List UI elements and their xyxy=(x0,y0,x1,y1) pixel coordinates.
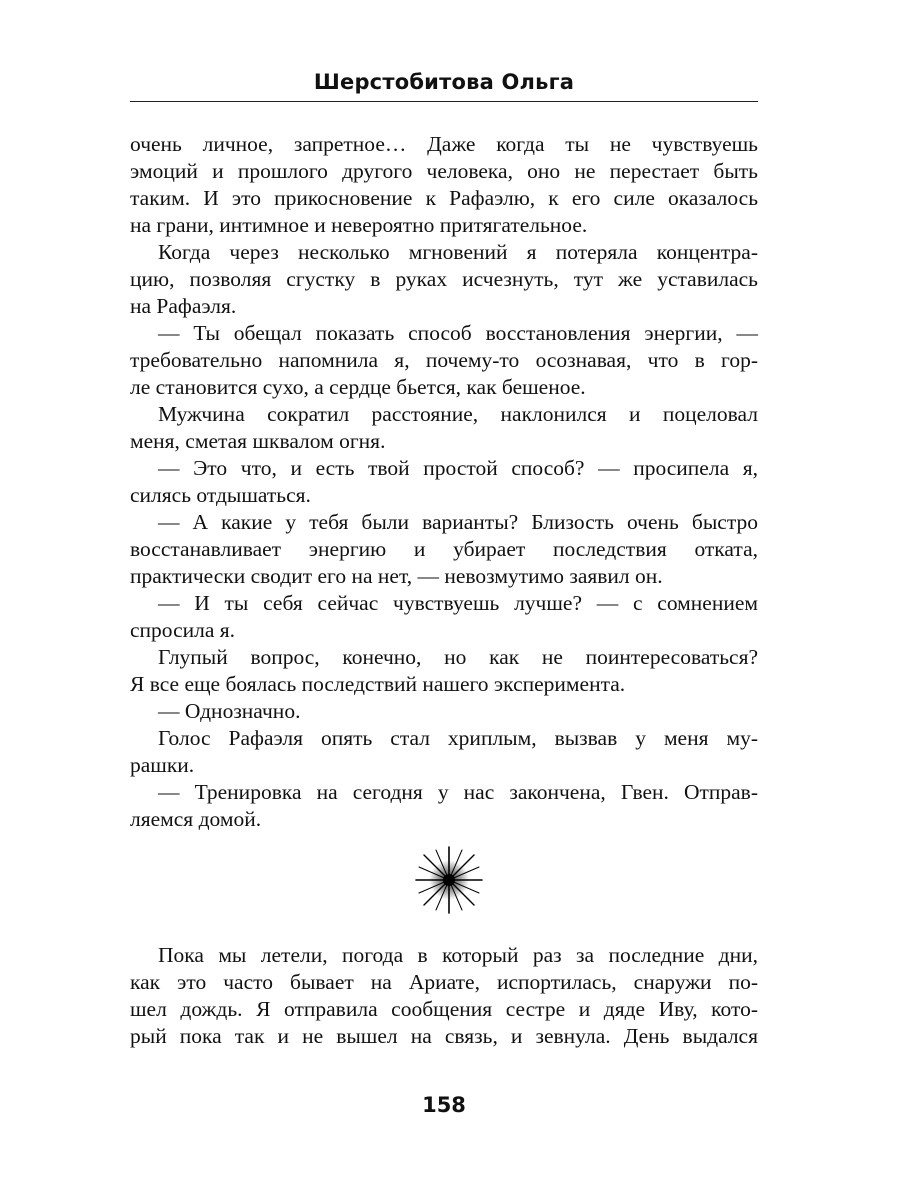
text-line: шел дождь. Я отправила сообщения сестре и дяде Иву, кото- xyxy=(130,997,758,1021)
text-line: на грани, интимное и невероятно притягательное. xyxy=(130,213,588,237)
starburst-icon xyxy=(414,845,484,915)
text-line: цию, позволяя сгустку в руках исчезнуть, тут же уставилась xyxy=(130,267,758,291)
text-line: на Рафаэля. xyxy=(130,294,237,318)
text-line: Я все еще боялась последствий нашего эксперимента. xyxy=(130,672,626,696)
running-header-author: Шерстобитова Ольга xyxy=(313,70,575,94)
text-line: — И ты себя сейчас чувствуешь лучше? — с сомнением xyxy=(158,591,758,615)
body-text-main xyxy=(130,131,758,833)
text-line: таким. И это прикосновение к Рафаэлю, к его силе оказалось xyxy=(130,186,758,210)
text-line: рый пока так и не вышел на связь, и зевнула. День выдался xyxy=(130,1024,758,1048)
text-line: как это часто бывает на Ариате, испортилась, снаружи по- xyxy=(130,970,758,994)
text-line: очень личное, запретное… Даже когда ты не чувствуешь xyxy=(130,132,758,156)
text-line: Когда через несколько мгновений я потеряла концентра- xyxy=(158,240,758,264)
text-line: Мужчина сократил расстояние, наклонился и поцеловал xyxy=(158,402,758,426)
text-line: Глупый вопрос, конечно, но как не поинтересоваться? xyxy=(158,645,758,669)
text-line: ляемся домой. xyxy=(130,807,262,831)
text-line: эмоций и прошлого другого человека, оно не перестает быть xyxy=(130,159,758,183)
page-number: 158 xyxy=(422,1093,466,1117)
text-line: спросила я. xyxy=(130,618,236,642)
body-text-continued xyxy=(130,942,758,1050)
text-line: практически сводит его на нет, — невозмутимо заявил он. xyxy=(130,564,663,588)
text-line: требовательно напомнила я, почему-то осознавая, что в гор- xyxy=(130,348,758,372)
text-line: — Однозначно. xyxy=(158,699,301,723)
text-line: Пока мы летели, погода в который раз за последние дни, xyxy=(158,943,758,967)
text-line: восстанавливает энергию и убирает последствия отката, xyxy=(130,537,758,561)
text-line: — Ты обещал показать способ восстановления энергии, — xyxy=(158,321,758,345)
header-divider xyxy=(130,101,758,102)
text-line: меня, сметая шквалом огня. xyxy=(130,429,386,453)
text-line: — А какие у тебя были варианты? Близость очень быстро xyxy=(158,510,758,534)
text-line: — Это что, и есть твой простой способ? — просипела я, xyxy=(158,456,758,480)
text-line: силясь отдышаться. xyxy=(130,483,311,507)
text-line: рашки. xyxy=(130,753,195,777)
text-line: — Тренировка на сегодня у нас закончена, Гвен. Отправ- xyxy=(158,780,758,804)
text-line: ле становится сухо, а сердце бьется, как бешеное. xyxy=(130,375,586,399)
text-line: Голос Рафаэля опять стал хриплым, вызвав у меня му- xyxy=(158,726,758,750)
